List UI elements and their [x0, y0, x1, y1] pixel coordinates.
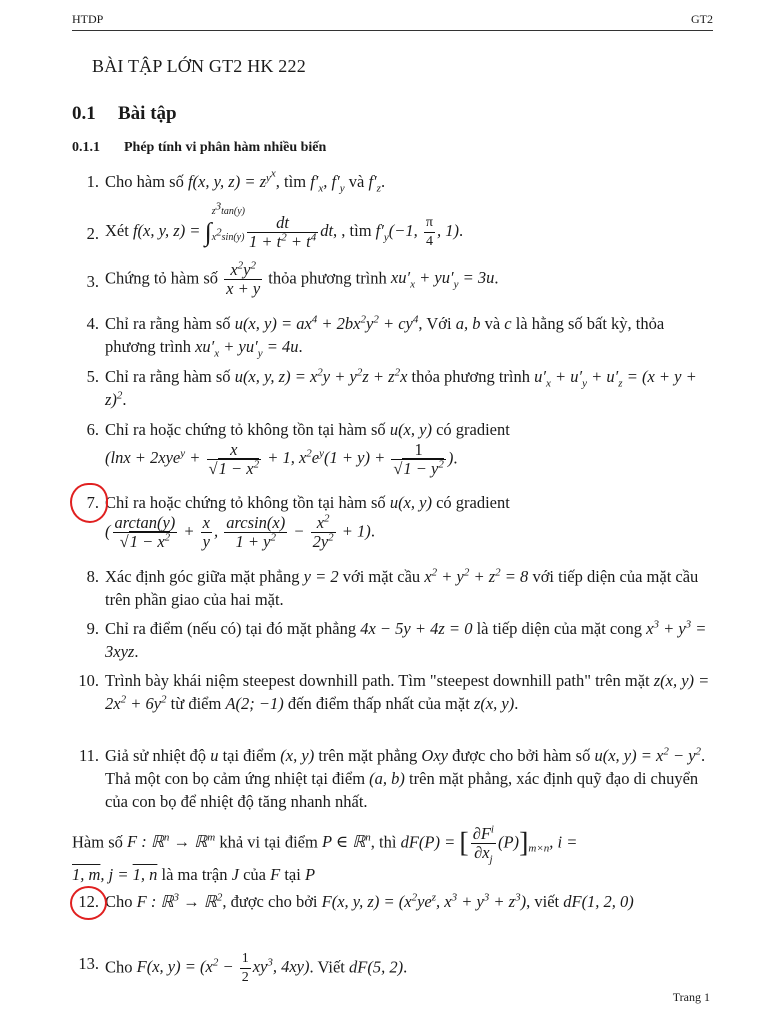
exercise-3: 3. Chứng tỏ hàm số $\frac{x^2y^2}{x + y}$ thỏa phương trình $xu'_x + yu'_y = 3u$. [86, 259, 499, 298]
exercise-9: 9. Chỉ ra điểm (nếu có) tại đó mặt phẳng 4x − 5y + 4z = 0 là tiếp diện của mặt cong $x^3 + y^3 = 3xyz$. [86, 618, 707, 661]
page-footer: Trang 1 [672, 990, 710, 1004]
exercise-4: 4. Chỉ ra rằng hàm số u(x, $y) = ax^4 + 2bx^2y^2 + cy^4$, Với a, b và c là hằng số bất kỳ, thỏa phương trình $xu'_x + yu'_y = 4u$. [86, 313, 665, 360]
subsection-number: 0.1.1 [72, 140, 100, 155]
header-left: HTDP [72, 12, 104, 26]
exercise-7: 7. Chỉ ra hoặc chứng tỏ không tồn tại hàm số u(x, y) có gradient ( $\frac{\arctan(y)}{√1 - x^2}$ + $\frac{x}{y}$ , $\frac{\arcsin(x)}{1 + y^2}$ − $\frac{x^2}{2y^2}$ + 1). [86, 493, 510, 551]
section-title: Bài tập [118, 103, 177, 124]
header-right: GT2 [691, 12, 713, 26]
exercise-13: 13. Cho F(x, $y) = (x^2$ − $\frac{1}{2}$ $xy^3$, 4xy). Viết dF(5, 2). [78, 951, 408, 985]
red-annotation-circle-7 [70, 483, 108, 523]
exercise-10: 10. Trình bày khái niệm steepest downhill path. Tìm "steepest downhill path" trên mặt z(x, $y) = 2x^2 + 6y^2$ từ điểm A(2; −1) đến điểm thấp nhất của mặt z(x, y). [78, 671, 710, 713]
exercise-5: 5. Chỉ ra rằng hàm số u(x, y, $z) = x^2y + y^2z + z^2x$ thỏa phương trình $u'_x + u'_y + u'_z = (x + y + z)^2$. [86, 366, 697, 409]
section-heading [72, 103, 177, 125]
exercise-6: 6. Chỉ ra hoặc chứng tỏ không tồn tại hàm số u(x, y) có gradient (lnx + 2xye$^y$ + $\frac{x}{√1 - x^2}$ + 1, $x^2e^y(1 + y)$ + $\frac{1}{√1 - y^2}$ ). [86, 420, 510, 478]
jacobian-definition: Hàm số F : ℝ$^n$ → ℝ$^m$ khả vi tại điểm P ∈ ℝ$^n$, thì dF(P) = [ $\frac{\partial F^i}{\partial x_j}$ $(P)]_{m\times n}$, i = 1, m, j = 1, n là ma trận J của F tại P [72, 823, 578, 884]
subsection-title: Phép tính vi phân hàm nhiều biến [124, 140, 327, 155]
page-header [72, 12, 713, 31]
red-annotation-circle-12 [70, 886, 107, 920]
exercise-11: 11. Giả sử nhiệt độ u tại điểm (x, y) trên mặt phẳng Oxy được cho bởi hàm số u(x, $y) = x^2 - y^2$. Thả một con bọ cảm ứng nhiệt tại điểm (a, b) trên mặt phẳng, xác định quỹ đạo di chuyển của con bọ để nhiệt độ tăng nhanh nhất. [78, 745, 706, 811]
exercise-1: 1. Cho hàm số f(x, y, $z) = z^{y^x}$, tìm $f'_x$, $f'_y$ và $f'_z$. [86, 166, 386, 195]
exercise-12: 12. Cho F : ℝ$^3$ → ℝ$^2$, được cho bởi F(x, y, $z) = (x^2ye^z$, $x^3 + y^3 + z^3$), viết dF(1, 2, 0) [78, 891, 634, 911]
exercise-2: 2. Xét f(x, y, z) = ∫ $z^3\tan(y)$ $x^2\sin(y)$ $\frac{dt}{1 + t^2 + t^4}$ dt, , tìm $f'_y(-1$, $\frac{\pi}{4}$ , 1). [86, 200, 464, 251]
exercise-8: 8. Xác định góc giữa mặt phẳng y = 2 với mặt cầu $x^2 + y^2 + z^2 = 8$ với tiếp diện của mặt cầu trên phần giao của hai mặt. [86, 566, 699, 609]
subsection-heading [72, 140, 326, 156]
section-number: 0.1 [72, 103, 96, 124]
document-title: BÀI TẬP LỚN GT2 HK 222 [92, 56, 306, 76]
